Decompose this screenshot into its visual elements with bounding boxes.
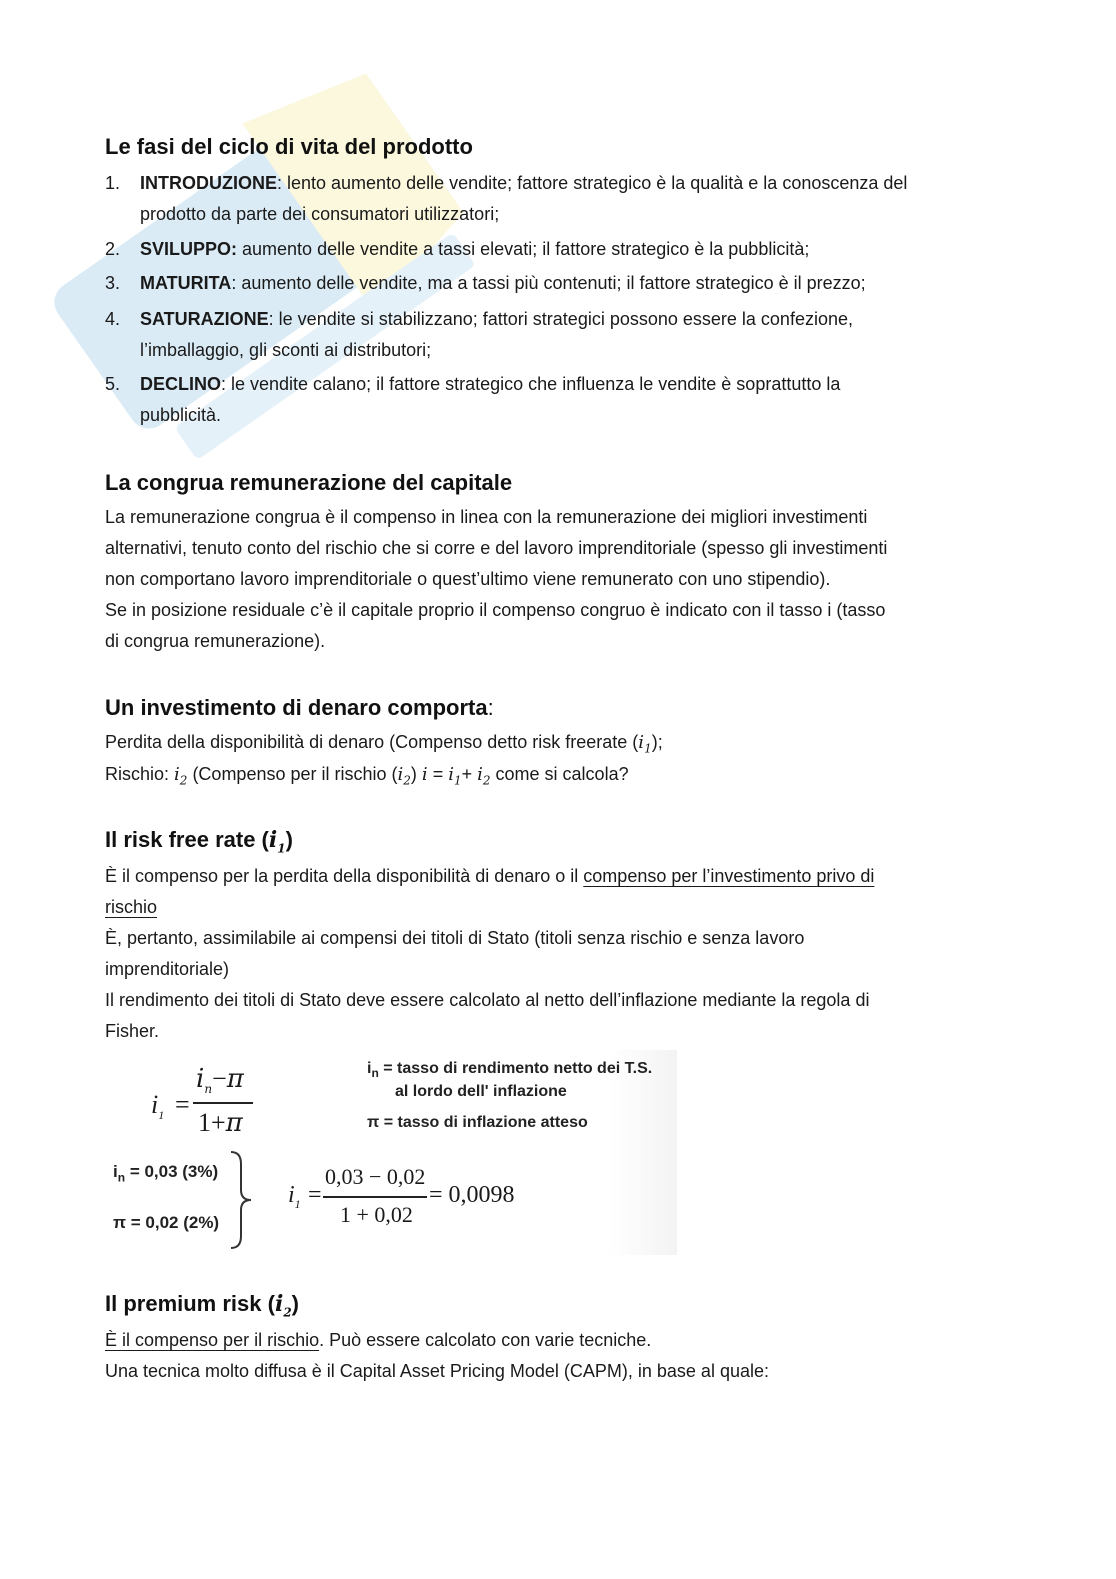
list-text: : le vendite calano; il fattore strategico che influenza le vendite è soprattutto la bbox=[221, 374, 841, 394]
list-text: aumento delle vendite a tassi elevati; il fattore strategico è la pubblicità; bbox=[237, 239, 810, 259]
text: Perdita della disponibilità di denaro (Compenso detto risk freerate ( bbox=[105, 732, 639, 752]
paragraph-line: alternativi, tenuto conto del rischio che si corre e del lavoro imprenditoriale (spesso gli investimenti bbox=[105, 538, 888, 558]
list-text: : aumento delle vendite, ma a tassi più contenuti; il fattore strategico è il prezzo; bbox=[231, 273, 866, 293]
math-pi: π bbox=[226, 1064, 244, 1094]
list-text: pubblicità. bbox=[140, 405, 222, 425]
section-title-text: Il premium risk ( bbox=[105, 1291, 275, 1316]
math-i2 bbox=[397, 764, 411, 788]
list-term: SATURAZIONE bbox=[140, 309, 269, 329]
calc-denominator: 1 + 0,02 bbox=[340, 1202, 413, 1227]
math-pi: π bbox=[225, 1108, 243, 1138]
paragraph-line: Se in posizione residuale c’è il capitale proprio il compenso congruo è indicato con il tasso i (tasso bbox=[105, 600, 886, 620]
paragraph-line bbox=[105, 861, 874, 892]
calc-numerator: 0,03 − 0,02 bbox=[325, 1164, 426, 1189]
math-i: i bbox=[448, 764, 454, 785]
section-title-text: ) bbox=[285, 827, 293, 852]
list-text: : lento aumento delle vendite; fattore strategico è la qualità e la conoscenza del bbox=[277, 173, 908, 193]
underlined-text: compenso per l’investimento privo di bbox=[583, 866, 875, 886]
fisher-formula-image bbox=[105, 1050, 677, 1255]
math-i2 bbox=[274, 1291, 292, 1320]
paragraph-line: non comportano lavoro imprenditoriale o quest’ultimo viene remunerato con uno stipendio). bbox=[105, 569, 831, 589]
math-i: i bbox=[151, 1090, 159, 1119]
underlined-text: rischio bbox=[105, 897, 158, 917]
math-i1 bbox=[448, 764, 462, 788]
legend-in-continuation: al lordo dell' inflazione bbox=[395, 1083, 567, 1100]
text: È il compenso per la perdita della disponibilità di denaro o il bbox=[105, 866, 584, 886]
math-i: i bbox=[274, 1291, 284, 1317]
list-term: INTRODUZIONE bbox=[140, 173, 277, 193]
legend-text: = tasso di rendimento netto dei T.S. bbox=[383, 1060, 653, 1077]
formula-equals: = bbox=[175, 1090, 190, 1119]
paragraph-line: di congrua remunerazione). bbox=[105, 631, 326, 651]
formula-denominator bbox=[198, 1108, 243, 1138]
list-number: 4. bbox=[105, 309, 121, 329]
math-sub: 1 bbox=[453, 773, 462, 788]
math-sub: 1 bbox=[294, 1196, 301, 1211]
paragraph-line: È, pertanto, assimilabile ai compensi dei titoli di Stato (titoli senza rischio e senza lavoro bbox=[105, 928, 805, 948]
math-sub: n bbox=[117, 1170, 126, 1185]
calc-equals: = bbox=[308, 1182, 322, 1208]
math-i: i bbox=[397, 764, 404, 785]
math-i2 bbox=[174, 764, 188, 788]
legend-pi: π = tasso di inflazione atteso bbox=[367, 1114, 588, 1131]
list-text: l’imballaggio, gli sconti ai distributori; bbox=[140, 340, 432, 360]
fraction-bar bbox=[193, 1102, 253, 1104]
text: ); bbox=[651, 732, 663, 752]
list-number: 3. bbox=[105, 273, 121, 293]
value-pi: π = 0,02 (2%) bbox=[113, 1213, 220, 1232]
underlined-text: È il compenso per il rischio bbox=[105, 1330, 320, 1350]
section-title-premium bbox=[105, 1291, 299, 1319]
paragraph-line bbox=[105, 1325, 651, 1356]
title-colon: : bbox=[487, 695, 494, 720]
list-text: prodotto da parte dei consumatori utilizzatori; bbox=[140, 204, 500, 224]
math-sub: 1 bbox=[644, 741, 652, 756]
section-title-congrua: La congrua remunerazione del capitale bbox=[105, 470, 513, 495]
legend-in bbox=[367, 1060, 652, 1080]
formula-numerator bbox=[196, 1064, 244, 1096]
section-title-text: Il risk free rate ( bbox=[105, 827, 269, 852]
value-in bbox=[113, 1162, 218, 1184]
paragraph-line bbox=[105, 892, 157, 923]
paragraph-line: Il rendimento dei titoli di Stato deve essere calcolato al netto dell’inflazione mediante la regola di bbox=[105, 990, 870, 1010]
list-number: 2. bbox=[105, 239, 121, 259]
section-title-text: ) bbox=[291, 1291, 299, 1316]
text: ) bbox=[410, 764, 422, 784]
paragraph-line: La remunerazione congrua è il compenso in linea con la remunerazione dei migliori investimenti bbox=[105, 507, 868, 527]
calc-lhs bbox=[288, 1182, 301, 1212]
list-term: SVILUPPO: bbox=[140, 239, 238, 259]
math-i2 bbox=[477, 764, 491, 788]
math-i: i bbox=[638, 732, 645, 753]
text: = bbox=[427, 764, 449, 784]
text: come si calcola? bbox=[490, 764, 629, 784]
list-text: : le vendite si stabilizzano; fattori strategici possono essere la confezione, bbox=[268, 309, 853, 329]
text: 1+ bbox=[198, 1108, 226, 1137]
calc-result: = 0,0098 bbox=[429, 1182, 515, 1208]
paragraph-line: Fisher. bbox=[105, 1021, 160, 1041]
math-i: i bbox=[196, 1064, 205, 1094]
value-text: = 0,03 (3%) bbox=[129, 1162, 219, 1181]
paragraph-line bbox=[105, 759, 629, 797]
math-sub: n bbox=[371, 1066, 379, 1081]
text: (Compenso per il rischio ( bbox=[187, 764, 398, 784]
section-title-text: Un investimento di denaro comporta bbox=[105, 695, 488, 720]
math-minus: − bbox=[212, 1064, 227, 1093]
fraction-bar bbox=[323, 1196, 427, 1198]
math-sub: 2 bbox=[283, 1305, 292, 1320]
section-title-lifecycle: Le fasi del ciclo di vita del prodotto bbox=[105, 134, 473, 159]
curly-brace bbox=[227, 1150, 257, 1250]
math-i: i bbox=[174, 764, 180, 785]
math-i1 bbox=[268, 827, 286, 856]
list-number: 1. bbox=[105, 173, 121, 193]
math-i: i bbox=[268, 827, 278, 853]
math-i1 bbox=[638, 732, 652, 756]
section-title-investimento bbox=[105, 695, 494, 721]
math-i: i bbox=[367, 1060, 372, 1077]
math-sub: 1 bbox=[158, 1108, 165, 1123]
text: Rischio: bbox=[105, 764, 175, 784]
text: . Può essere calcolato con varie tecniche. bbox=[319, 1330, 652, 1350]
paragraph-line: imprenditoriale) bbox=[105, 959, 230, 979]
math-sub: 2 bbox=[179, 773, 188, 788]
math-i: i bbox=[288, 1182, 295, 1208]
math-i: i bbox=[477, 764, 483, 785]
math-sub: 2 bbox=[403, 773, 411, 788]
formula-lhs bbox=[151, 1090, 164, 1123]
math-sub: 1 bbox=[277, 841, 286, 856]
math-sub: n bbox=[204, 1082, 213, 1097]
paragraph-line: Una tecnica molto diffusa è il Capital Asset Pricing Model (CAPM), in base al quale: bbox=[105, 1361, 769, 1381]
math-i: i bbox=[113, 1162, 118, 1181]
list-number: 5. bbox=[105, 374, 121, 394]
text: + bbox=[461, 764, 478, 784]
list-term: DECLINO bbox=[140, 374, 221, 394]
list-term: MATURITA bbox=[140, 273, 232, 293]
math-sub: 2 bbox=[482, 773, 491, 788]
math-i: i bbox=[421, 764, 428, 785]
section-title-riskfree bbox=[105, 827, 293, 855]
